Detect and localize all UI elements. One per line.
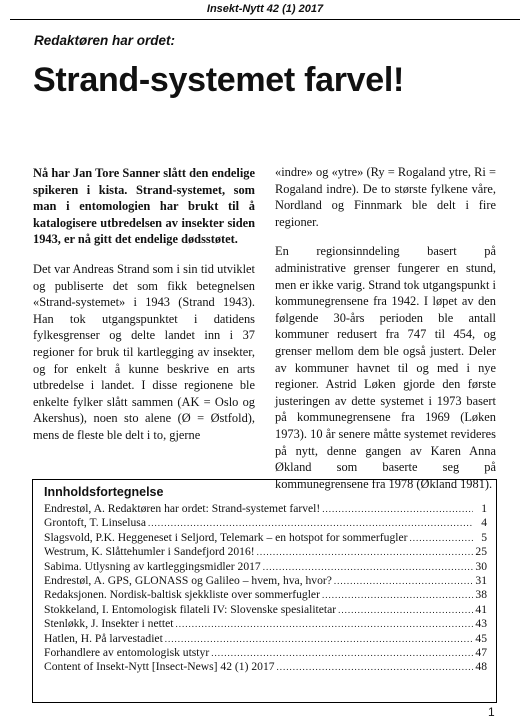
toc-entry-page: 41 [475, 602, 487, 616]
toc-heading: Innholdsfortegnelse [44, 485, 164, 499]
running-header: Insekt-Nytt 42 (1) 2017 [206, 3, 324, 15]
toc-leader-dots [263, 560, 473, 574]
toc-entry-title: Sabima. Utlysning av kartleggingsmidler 2017 [44, 559, 261, 573]
toc-entry[interactable] [44, 588, 487, 602]
article-paragraph: En regionsinndeling basert på administrative grenser fungerer en stund, men er ikke varig. Strand tok utgangspunkt i kommunegrensene fra 1942. I løpet av den følgende 30-års perioden ble antall kommuner redusert fra 747 til 454, og grenser mellom dem ble også justert. Deler av kommuner havnet til og med i nye regioner. Astrid Løken gjorde den første justeringen av dette systemet i 1973 basert på kommunegrensene fra 1969 (Løken 1973). 10 år senere måtte systemet revideres på nytt, denne gangen av Karen Anna Økland som baserte seg på kommunegrensene fra 1978 (Økland 1981). [275, 244, 496, 491]
toc-entry[interactable] [44, 502, 487, 516]
toc-entry[interactable] [44, 545, 487, 559]
toc-leader-dots [175, 617, 473, 631]
toc-entry-title: Stenløkk, J. Insekter i nettet [44, 617, 174, 631]
toc-leader-dots [322, 588, 473, 602]
toc-entry-page: 43 [475, 617, 487, 631]
toc-entry[interactable] [44, 531, 487, 545]
toc-entry[interactable] [44, 617, 487, 631]
toc-entry-page: 5 [481, 530, 487, 544]
toc-leader-dots [165, 632, 473, 646]
toc-entry[interactable] [44, 603, 487, 617]
article-left-column [33, 165, 255, 457]
toc-entry-title: Slagsvold, P.K. Heggeneset i Seljord, Telemark – en hotspot for sommerfugler [44, 530, 408, 544]
toc-leader-dots [148, 516, 473, 530]
toc-entry-title: Forhandlere av entomologisk utstyr [44, 645, 210, 659]
table-of-contents [32, 479, 497, 703]
toc-entry-title: Stokkeland, I. Entomologisk filateli IV: Slovenske spesialitetar [44, 602, 337, 616]
page-number: 1 [488, 705, 495, 719]
toc-entry[interactable] [44, 632, 487, 646]
toc-leader-dots [338, 603, 473, 617]
toc-entry-page: 30 [475, 559, 487, 573]
toc-entry-page: 38 [475, 588, 487, 602]
section-label: Redaktøren har ordet: [34, 33, 176, 48]
article-lead-paragraph: Nå har Jan Tore Sanner slått den endelige spikeren i kista. Strand-systemet, som man i entomologien har brukt til å katalogisere utbredelsen av insekter siden 1943, er nå gitt det endelige dødsstøtet. [33, 166, 255, 247]
header-divider [10, 19, 520, 20]
toc-entry-title: Endrestøl, A. Redaktøren har ordet: Strand-systemet farvel! [44, 502, 321, 515]
toc-entry-title: Hatlen, H. På larvestadiet [44, 631, 163, 645]
toc-entry-page: 25 [475, 545, 487, 559]
toc-entry-title: Content of Insekt-Nytt [Insect-News] 42 (1) 2017 [44, 660, 275, 674]
toc-entry-title: Grontoft, T. Linselusa [44, 516, 146, 530]
toc-entry-page: 48 [475, 660, 487, 674]
toc-entry-page: 1 [481, 502, 487, 515]
toc-entry[interactable] [44, 516, 487, 530]
toc-leader-dots [409, 531, 473, 545]
toc-entry[interactable] [44, 560, 487, 574]
article-paragraph: Det var Andreas Strand som i sin tid utviklet og publiserte det som fikk betegnelsen «Strand-systemet» i 1943 (Strand 1943). Han tok utgangspunktet i datidens fylkesgrenser og delte landet inn i 37 regioner for bruk til kartlegging av insekter, og for enkelt å kunne beskrive en arts utbredelse i landet. I disse regionene ble enkelte fylker slått sammen (AK = Oslo og Akershus), noen sto alene (Ø = Østfold), mens de fleste ble delt i to, gjerne [33, 261, 255, 442]
toc-entry-page: 4 [481, 516, 487, 530]
toc-entry[interactable] [44, 574, 487, 588]
toc-entry-page: 47 [475, 645, 487, 659]
toc-leader-dots [257, 545, 473, 559]
toc-leader-dots [334, 574, 473, 588]
article-right-column [275, 164, 496, 505]
toc-entry[interactable] [44, 646, 487, 660]
toc-leader-dots [211, 646, 473, 660]
toc-entry[interactable] [44, 660, 487, 674]
article-paragraph: «indre» og «ytre» (Ry = Rogaland ytre, Ri = Rogaland indre). De to største fylkene våre, Nordland og Finnmark ble delt i fire regioner. [275, 165, 496, 229]
toc-entry-title: Westrum, K. Slåttehumler i Sandefjord 2016! [44, 545, 255, 559]
toc-list [44, 502, 487, 675]
toc-entry-title: Endrestøl, A. GPS, GLONASS og Galileo – hvem, hva, hvor? [44, 573, 332, 587]
article-title: Strand-systemet farvel! [33, 61, 405, 99]
toc-entry-title: Redaksjonen. Nordisk-baltisk sjekkliste over sommerfugler [44, 588, 320, 602]
toc-entry-page: 31 [475, 573, 487, 587]
toc-leader-dots [322, 502, 473, 516]
toc-leader-dots [277, 660, 473, 674]
toc-entry-page: 45 [475, 631, 487, 645]
